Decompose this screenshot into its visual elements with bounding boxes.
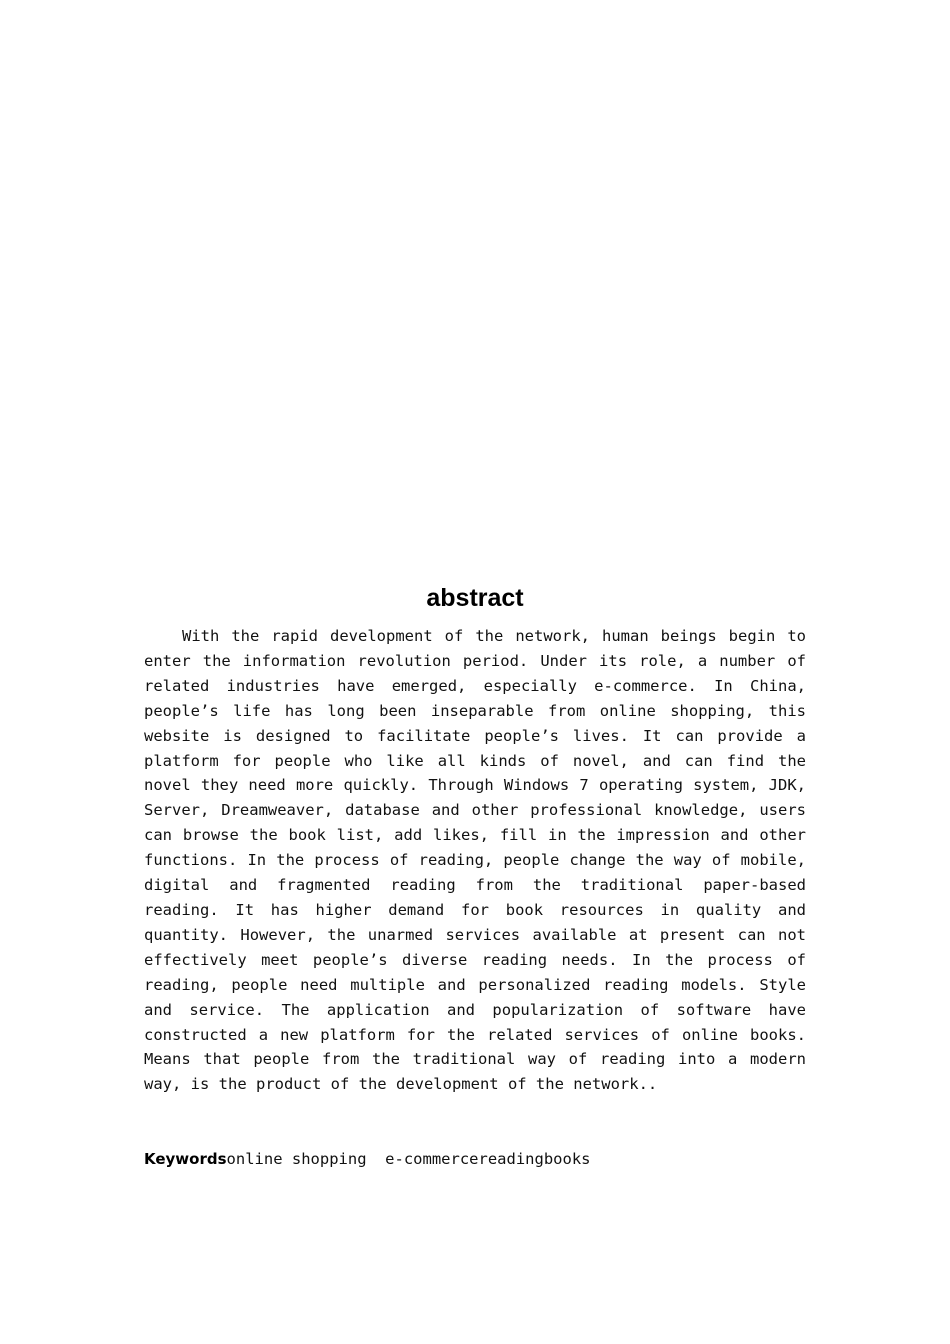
keywords-line [144,1147,806,1171]
abstract-title: abstract [426,584,524,612]
abstract-paragraph: With the rapid development of the network, human beings begin to enter the information revolution period. Under its role, a number of related industries have emerged, especially e-commerce. In China, people’s life has long been inseparable from online shopping, this website is designed to facilitate people’s lives. It can provide a platform for people who like all kinds of novel, and can find the novel they need more quickly. Through Windows 7 operating system, JDK, Server, Dreamweaver, database and other professional knowledge, users can browse the book list, add likes, fill in the impression and other functions. In the process of reading, people change the way of mobile, digital and fragmented reading from the traditional paper-based reading. It has higher demand for book resources in quality and quantity. However, the unarmed services available at present can not effectively meet people’s diverse reading needs. In the process of reading, people need multiple and personalized reading models. Style and service. The application and popularization of software have constructed a new platform for the related services of online books. Means that people from the traditional way of reading into a modern way, is the product of the development of the network.. [144,627,806,1094]
keywords-value: online shopping e-commercereadingbooks [226,1150,591,1168]
keywords-label: Keywords [144,1150,227,1168]
